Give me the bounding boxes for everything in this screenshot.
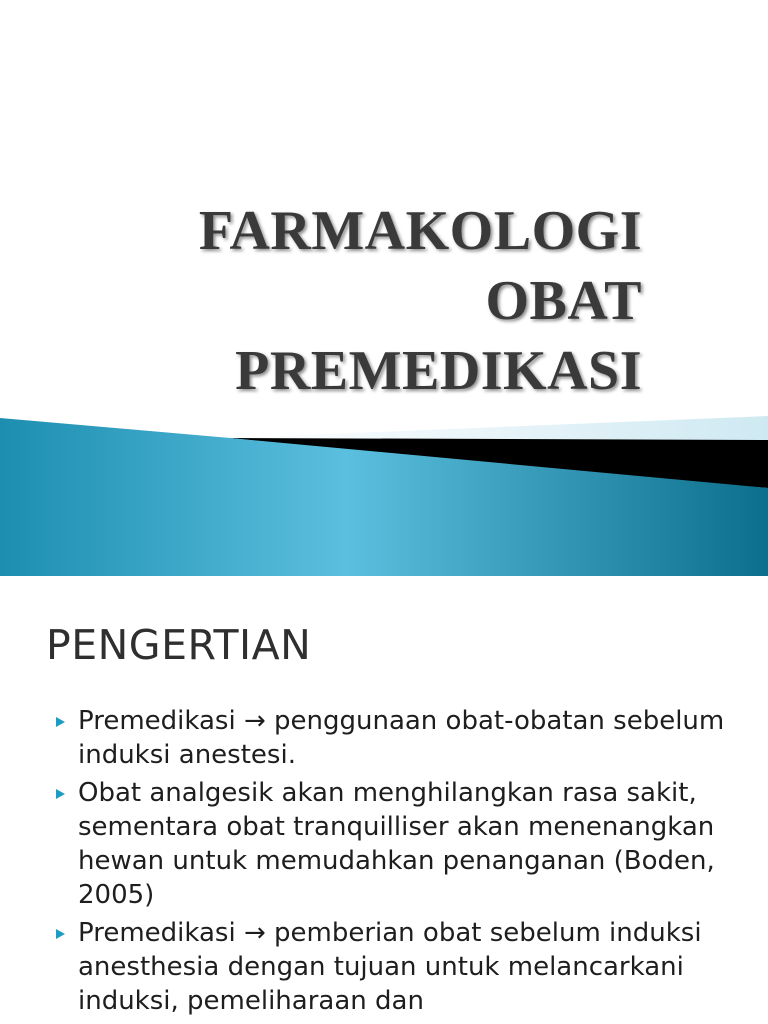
bullet-arrow-icon <box>56 789 65 799</box>
band-pale-stripe <box>230 416 768 440</box>
list-item <box>54 916 754 1018</box>
bullet-list <box>54 704 754 1022</box>
list-item <box>54 704 754 772</box>
list-item <box>54 776 754 912</box>
bullet-arrow-icon <box>56 929 65 939</box>
bullet-text: Premedikasi → pemberian obat sebelum induksi anesthesia dengan tujuan untuk melancarkani induksi, pemeliharaan dan <box>78 918 702 1016</box>
title-line-2: PREMEDIKASI <box>235 340 642 402</box>
slide-heading: PENGERTIAN <box>46 621 312 669</box>
title-line-1: FARMAKOLOGI OBAT <box>198 200 642 332</box>
slide-title <box>40 196 728 406</box>
bullet-text: Obat analgesik akan menghilangkan rasa sakit, sementara obat tranquilliser akan menenangkan hewan untuk memudahkan penanganan (Boden, 2005) <box>78 778 715 910</box>
bullet-arrow-icon <box>56 717 65 727</box>
bullet-text: Premedikasi → penggunaan obat-obatan sebelum induksi anestesi. <box>78 706 725 770</box>
decorative-band <box>0 410 768 576</box>
